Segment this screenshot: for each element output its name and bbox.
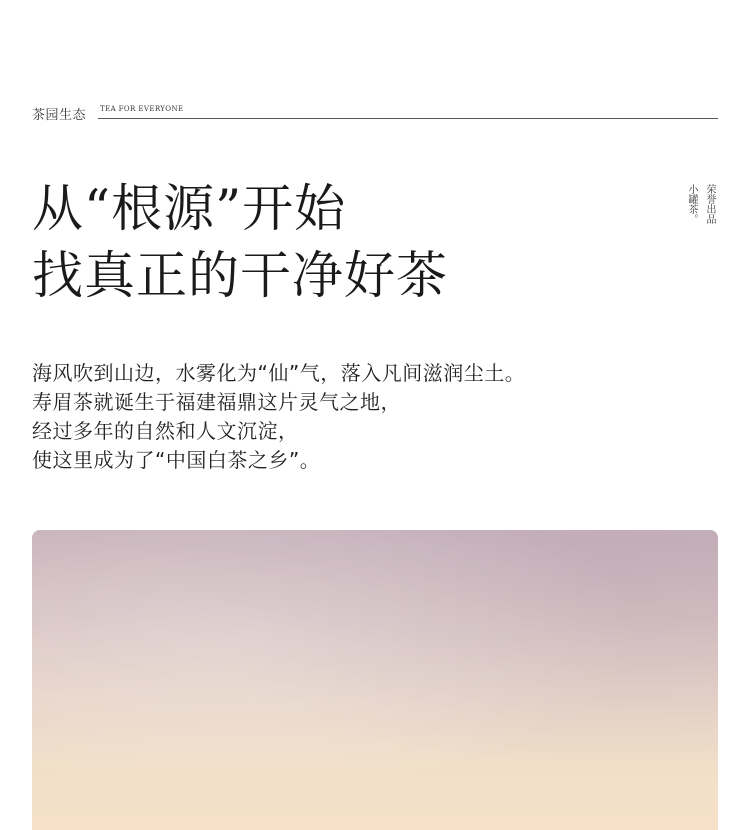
section-header xyxy=(32,103,718,123)
header-divider xyxy=(98,118,718,119)
headline-line-1: 从“根源”开始 xyxy=(32,180,347,239)
intro-line-4: 使这里成为了“中国白茶之乡”。 xyxy=(32,448,321,472)
tea-garden-photo xyxy=(32,530,718,830)
section-tagline: TEA FOR EVERYONE xyxy=(100,105,184,113)
brand-mark xyxy=(683,184,723,244)
section-label: 茶园生态 xyxy=(32,108,87,123)
brand-honor-text: 荣誉出品 xyxy=(704,184,715,224)
photo-sky-haze xyxy=(32,530,718,830)
page-headline xyxy=(32,176,448,310)
intro-line-1: 海风吹到山边，水雾化为“仙”气，落入凡间滋润尘土。 xyxy=(32,361,526,385)
intro-line-3: 经过多年的自然和人文沉淀， xyxy=(32,419,299,443)
intro-line-2: 寿眉茶就诞生于福建福鼎这片灵气之地， xyxy=(32,390,401,414)
brand-name-text: 小罐茶。 xyxy=(686,184,697,224)
intro-paragraph xyxy=(32,359,525,475)
headline-line-2: 找真正的干净好茶 xyxy=(32,247,449,306)
